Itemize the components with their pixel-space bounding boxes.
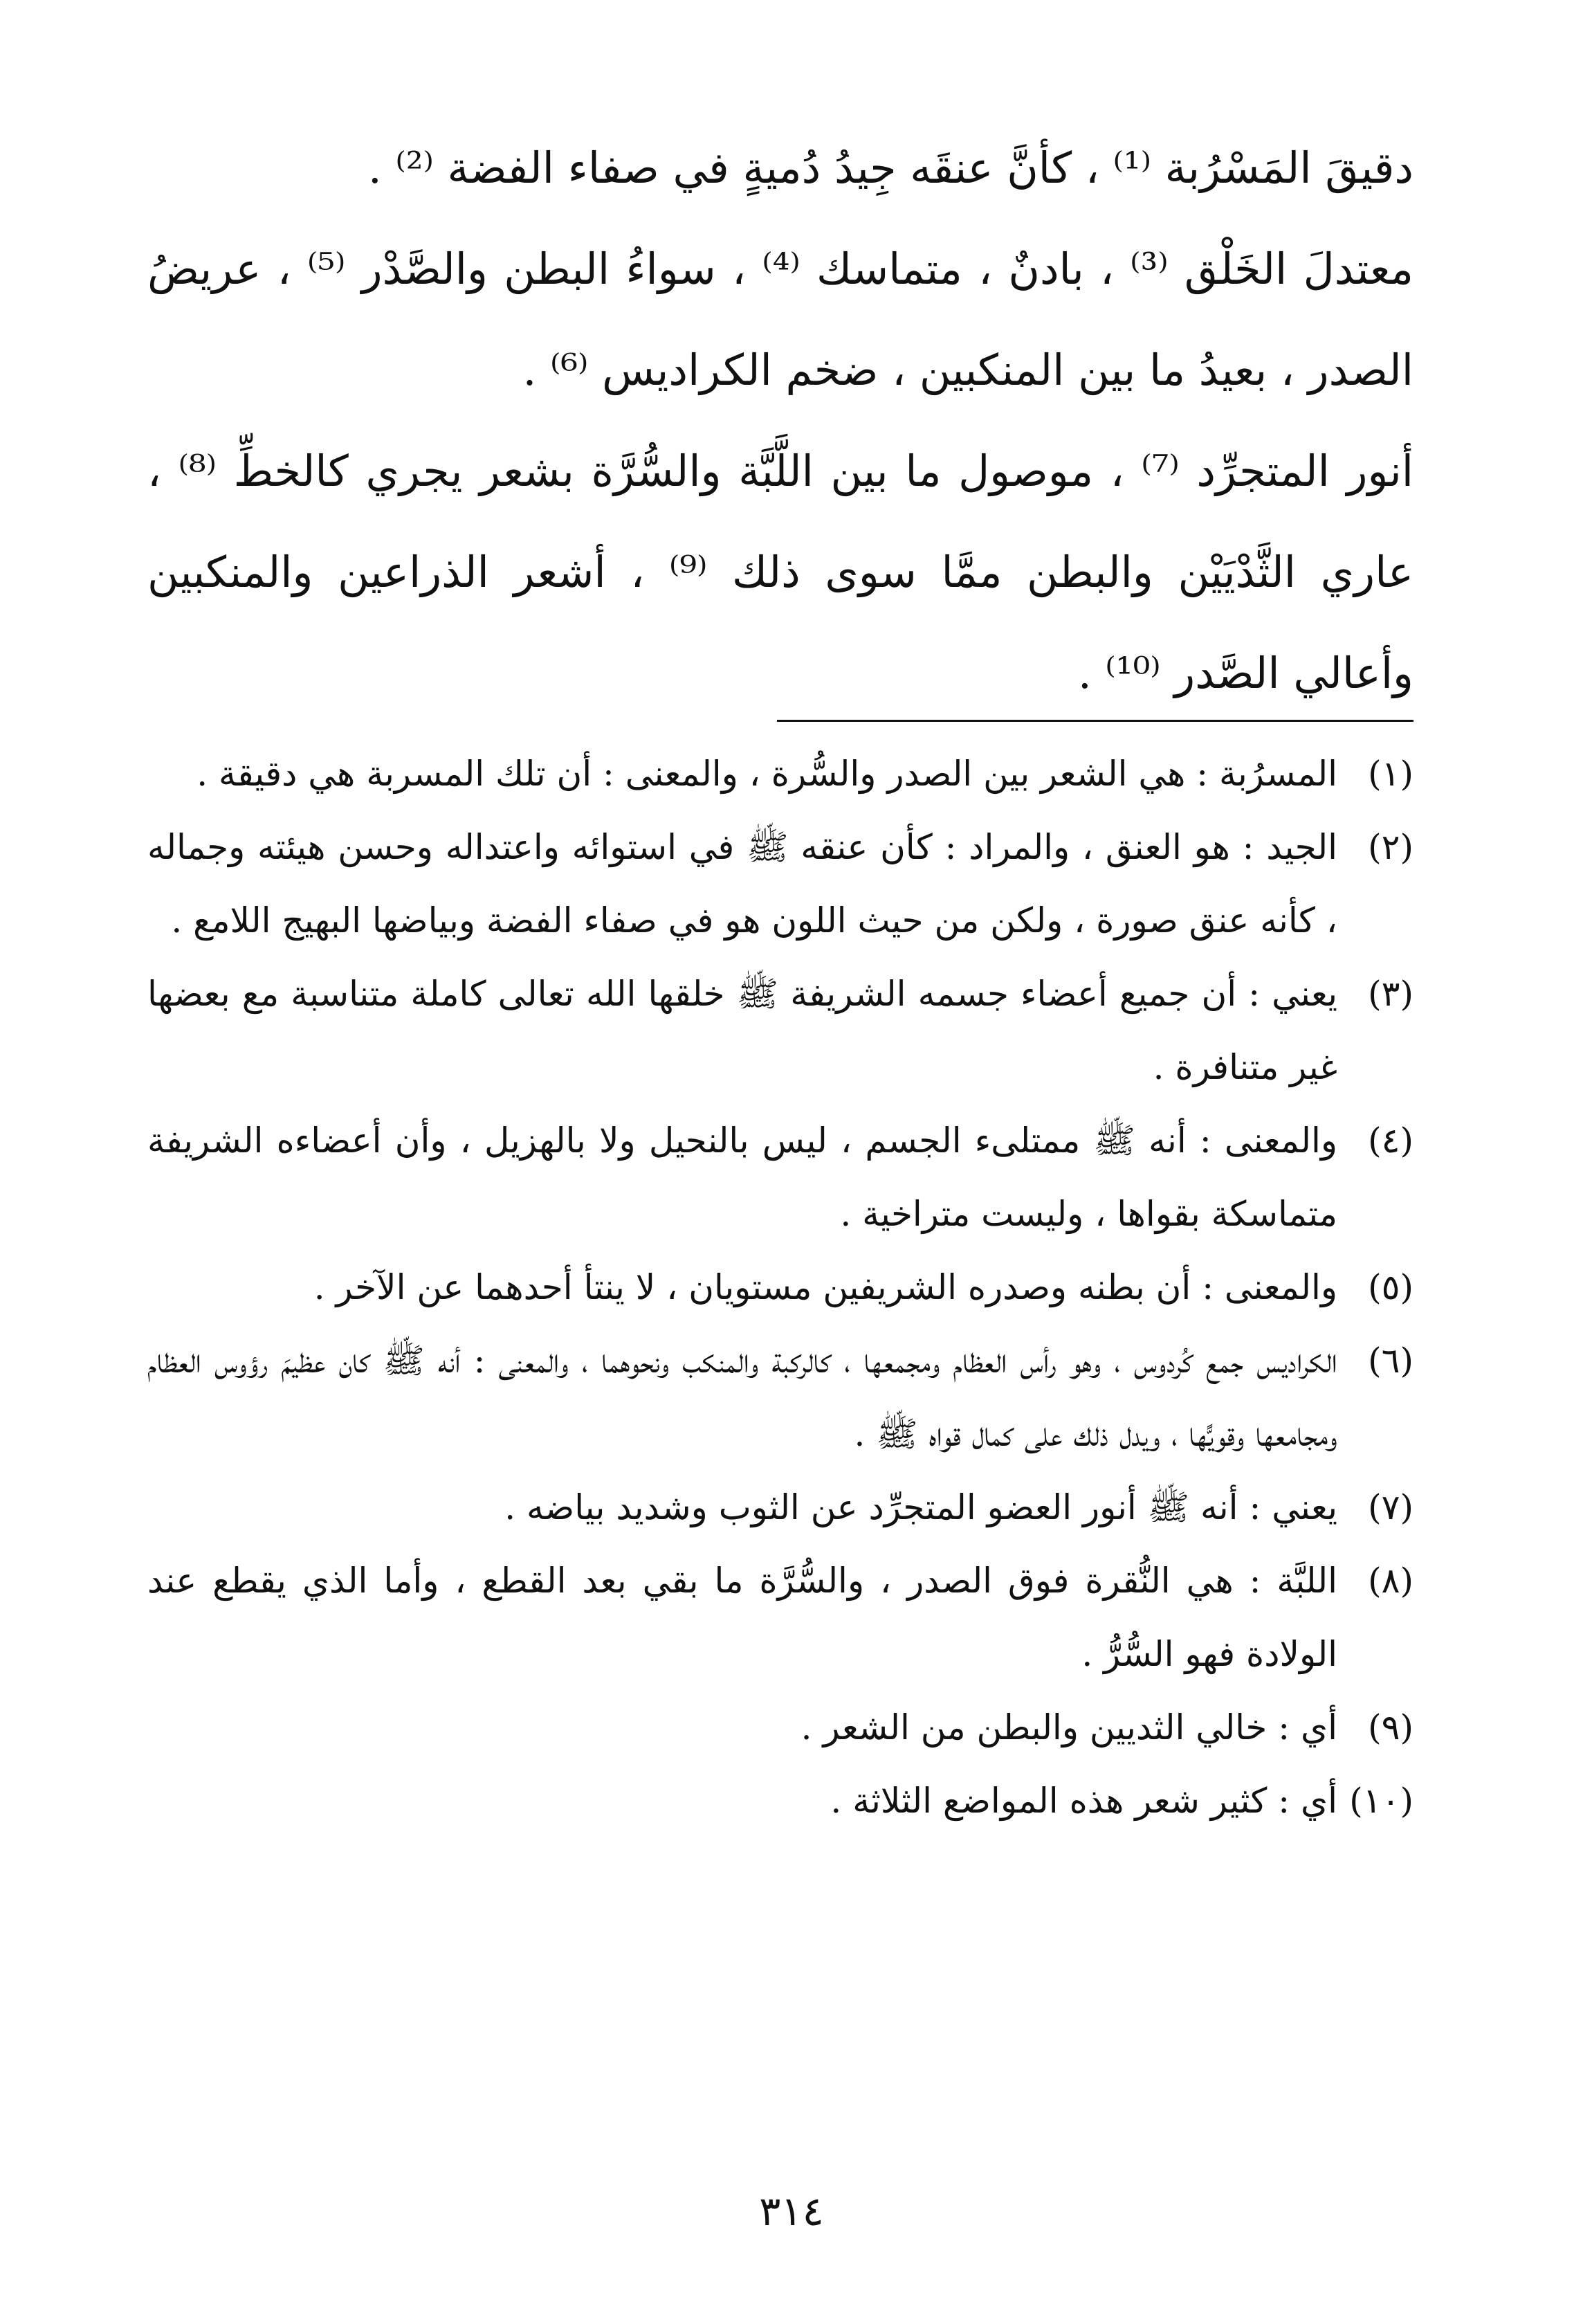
- footnote-separator: [777, 720, 1413, 722]
- page-number: ٣١٤: [759, 2188, 824, 2235]
- footnote-text: أي : كثير شعر هذه المواضع الثلاثة .: [830, 1781, 1337, 1821]
- footnote-text: الجيد : هو العنق ، والمراد : كأن عنقه ﷺ في استوائه واعتداله وحسن هيئته وجماله ، كأنه عنق صورة ، ولكن من حيث اللون هو في صفاء الفضة وبياضها البهيج اللامع .: [147, 827, 1337, 941]
- footnote-text: يعني : أن جميع أعضاء جسمه الشريفة ﷺ خلقها الله تعالى كاملة متناسبة مع بعضها غير متنافرة .: [147, 974, 1337, 1087]
- main-paragraph-3: أنور المتجرِّد ⁽⁷⁾ ، موصول ما بين اللَّبَّة والسُّرَّة بشعر يجري كالخطِّ ⁽⁸⁾ ، عاري الثَّدْيَيْن والبطن ممَّا سوى ذلك ⁽⁹⁾ ، أشعر الذراعين والمنكبين وأعالي الصَّدر ⁽¹⁰⁾ .: [147, 446, 1413, 698]
- footnote-text: والمعنى : أنه ﷺ ممتلىء الجسم ، ليس بالنحيل ولا بالهزيل ، وأن أعضاءه الشريفة متماسكة بقواها ، وليست متراخية .: [147, 1120, 1337, 1234]
- footnotes: [147, 737, 1413, 1837]
- footnote-7: [147, 1471, 1413, 1544]
- footnote-number: (١): [1368, 754, 1413, 794]
- footnote-1: [147, 737, 1413, 810]
- main-text: [147, 118, 1413, 724]
- footnote-9: [147, 1691, 1413, 1764]
- footnote-number: (٢): [1368, 827, 1413, 867]
- footnote-number: (٦): [1368, 1341, 1413, 1381]
- footnote-text: يعني : أنه ﷺ أنور العضو المتجرِّد عن الثوب وشديد بياضه .: [504, 1487, 1337, 1527]
- main-paragraph-2: معتدلَ الخَلْق ⁽³⁾ ، بادنٌ ، متماسك ⁽⁴⁾ ، سواءُ البطن والصَّدْر ⁽⁵⁾ ، عريضُ الصدر ، بعيدُ ما بين المنكبين ، ضخم الكراديس ⁽⁶⁾ .: [147, 244, 1413, 395]
- footnote-10: [147, 1764, 1413, 1837]
- footnote-text: اللبَّة : هي النُّقرة فوق الصدر ، والسُّرَّة ما بقي بعد القطع ، وأما الذي يقطع عند الولادة فهو السُّرُّ .: [147, 1561, 1337, 1674]
- footnote-number: (٩): [1368, 1707, 1413, 1747]
- footnote-number: (١٠): [1349, 1781, 1413, 1821]
- footnote-number: (٧): [1368, 1487, 1413, 1527]
- footnote-number: (٤): [1368, 1120, 1413, 1161]
- footnote-8: [147, 1544, 1413, 1691]
- footnote-2: [147, 810, 1413, 957]
- footnote-3: [147, 957, 1413, 1104]
- footnote-number: (٥): [1368, 1267, 1413, 1307]
- main-paragraph-1: دقيقَ المَسْرُبة ⁽¹⁾ ، كأنَّ عنقَه جِيدُ دُميةٍ في صفاء الفضة ⁽²⁾ .: [368, 143, 1413, 193]
- footnote-4: [147, 1104, 1413, 1251]
- footnote-6: [147, 1324, 1413, 1471]
- footnote-text: الكراديس جمع كُردوس ، وهو رأس العظام ومجمعها ، كالركبة والمنكب ونحوهما ، والمعنى : أنه ﷺ كان عظيمَ رؤوس العظام ومجامعها وقويًّها ، ويدل ذلك على كمال قواه ﷺ .: [147, 1341, 1337, 1454]
- footnote-text: المسرُبة : هي الشعر بين الصدر والسُّرة ، والمعنى : أن تلك المسربة هي دقيقة .: [196, 754, 1337, 794]
- footnote-number: (٨): [1368, 1561, 1413, 1601]
- footnote-text: أي : خالي الثديين والبطن من الشعر .: [800, 1707, 1337, 1747]
- footnote-text: والمعنى : أن بطنه وصدره الشريفين مستويان ، لا ينتأ أحدهما عن الآخر .: [313, 1267, 1337, 1307]
- footnote-5: [147, 1251, 1413, 1324]
- footnote-number: (٣): [1368, 974, 1413, 1014]
